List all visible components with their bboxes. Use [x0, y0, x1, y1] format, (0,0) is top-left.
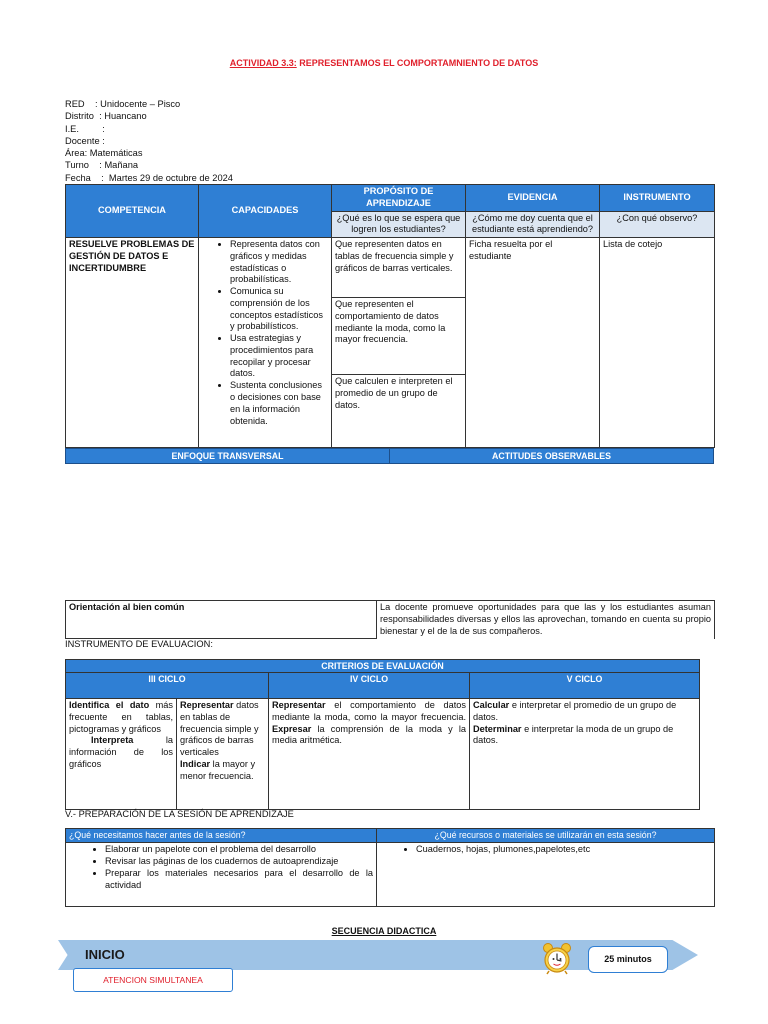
recurso-item: • Cuadernos, hojas, plumones,papelotes,etc	[416, 844, 711, 856]
criterio-v	[470, 699, 700, 810]
criterio-text: e interpretar la moda de un grupo de datos.	[473, 723, 674, 746]
info-red: RED : Unidocente – Pisco	[65, 99, 181, 109]
instrumento-evaluacion-label: INSTRUMENTO DE EVALUACION:	[65, 639, 213, 649]
header-competencia: COMPETENCIA	[66, 185, 199, 238]
orientacion-table	[65, 600, 715, 639]
enfoque-transversal-header: ENFOQUE TRANSVERSAL	[171, 451, 284, 461]
header-capacidades: CAPACIDADES	[199, 185, 332, 238]
enfoque-bar	[65, 448, 714, 464]
header-instrumento: INSTRUMENTO	[600, 185, 715, 212]
criterio-iii-b	[177, 699, 269, 810]
secuencia-didactica-title: SECUENCIA DIDACTICA	[331, 926, 437, 936]
criterio-text: más frecuente en tablas, pictogramas y gráficos	[69, 700, 173, 734]
preparacion-right-list	[377, 843, 715, 907]
orientacion-label: Orientación al bien común	[66, 601, 377, 639]
criterio-text: e interpretar el promedio de un grupo de datos.	[473, 700, 677, 722]
ciclo-v-header: V CICLO	[470, 673, 700, 699]
preparacion-item: • Elaborar un papelote con el problema del desarrollo	[105, 844, 373, 856]
info-distrito: Distrito : Huancano	[65, 111, 147, 122]
preparacion-right-header: ¿Qué recursos o materiales se utilizarán en esta sesión?	[377, 829, 715, 843]
info-ie: I.E. :	[65, 123, 105, 134]
criterio-text: datos en tablas de frecuencia simple y gráficos de barras verticales	[180, 700, 259, 758]
proposito-1: Que representen datos en tablas de frecuencia simple y gráficos de barras verticales.	[332, 238, 466, 298]
criterio-text: la comprensión de la moda y la media aritmética.	[272, 723, 466, 746]
alarm-clock-icon	[540, 942, 574, 976]
inicio-duration: 25 minutos	[588, 946, 668, 973]
info-area: Área: Matemáticas	[65, 148, 143, 159]
capacidad-item: • Usa estrategias y procedimientos para recopilar y procesar datos.	[230, 333, 328, 380]
capacidad-item: • Comunica su comprensión de los conceptos estadísticos y probabilísticos.	[230, 286, 328, 333]
criterio-iii-a	[66, 699, 177, 810]
proposito-3: Que calculen e interpreten el promedio de un grupo de datos.	[332, 375, 466, 448]
header-evidencia: EVIDENCIA	[466, 185, 600, 212]
subheader-instrumento: ¿Con qué observo?	[600, 211, 715, 238]
preparacion-table	[65, 828, 715, 907]
general-info	[65, 98, 233, 184]
preparacion-left-list	[66, 843, 377, 907]
competency-table	[65, 184, 715, 448]
header-proposito: PROPÓSITO DE APRENDIZAJE	[332, 185, 466, 212]
actitudes-observables-header: ACTITUDES OBSERVABLES	[389, 449, 713, 463]
ciclo-iv-header: IV CICLO	[269, 673, 470, 699]
instrumento-cell: Lista de cotejo	[600, 238, 715, 448]
subheader-evidencia: ¿Cómo me doy cuenta que el estudiante está aprendiendo?	[466, 211, 600, 238]
activity-name: REPRESENTAMOS EL COMPORTAMNIENTO DE DATOS	[296, 58, 539, 68]
preparacion-title: V.- PREPARACIÓN DE LA SESIÓN DE APRENDIZAJE	[65, 809, 294, 819]
capacidad-item: • Sustenta conclusiones o decisiones con base en la información obtenida.	[230, 380, 328, 427]
capacidad-item: • Representa datos con gráficos y medidas estadísticas o probabilísticas.	[230, 239, 328, 286]
subheader-proposito: ¿Qué es lo que se espera que logren los estudiantes?	[332, 211, 466, 238]
capacidades-cell	[199, 238, 332, 448]
orientacion-text: La docente promueve oportunidades para que las y los estudiantes asuman responsabilidades diversas y ellos las aprovechan, tomando en cuenta su propio bienestar y el de la de sus compañeros.	[377, 601, 715, 639]
activity-title	[0, 58, 768, 70]
criterio-text: la información de los gráficos	[69, 735, 173, 769]
ciclo-iii-header: III CICLO	[66, 673, 269, 699]
preparacion-item: • Preparar los materiales necesarios para el desarrollo de la actividad	[105, 868, 373, 892]
proposito-2: Que representen el comportamiento de datos mediante la moda, como la mayor frecuencia.	[332, 298, 466, 375]
criterio-verb: Interpreta	[91, 735, 134, 746]
criterio-verb: Determinar	[473, 723, 522, 734]
preparacion-left-header: ¿Qué necesitamos hacer antes de la sesión?	[66, 829, 377, 843]
info-turno: Turno : Mañana	[65, 160, 139, 171]
criterio-text: el comportamiento de datos mediante la moda, como la mayor frecuencia.	[272, 700, 466, 722]
atencion-simultanea-box: ATENCION SIMULTANEA	[73, 968, 233, 992]
inicio-label: INICIO	[85, 947, 125, 962]
competencia-cell: RESUELVE PROBLEMAS DE GESTIÓN DE DATOS E INCERTIDUMBRE	[66, 238, 199, 448]
criterios-title: CRITERIOS DE EVALUACIÓN	[66, 660, 700, 673]
criterio-verb: Calcular	[473, 700, 510, 710]
criterio-iv	[269, 699, 470, 810]
criterio-verb: Representar	[180, 700, 234, 710]
criterio-verb: Representar	[272, 700, 326, 710]
preparacion-item: • Revisar las páginas de los cuadernos de autoaprendizaje	[105, 856, 373, 868]
evidencia-cell: Ficha resuelta por el estudiante	[466, 238, 600, 448]
criterio-text: la mayor y menor frecuencia.	[180, 758, 256, 781]
criterio-verb: Indicar	[180, 758, 211, 769]
info-fecha: Fecha : Martes 29 de octubre de 2024	[65, 172, 233, 183]
criterio-verb: Expresar	[272, 723, 312, 734]
criterio-verb: Identifica el dato	[69, 700, 150, 710]
activity-number: ACTIVIDAD 3.3:	[229, 58, 297, 68]
criterios-table	[65, 659, 700, 810]
info-docente: Docente :	[65, 135, 105, 146]
